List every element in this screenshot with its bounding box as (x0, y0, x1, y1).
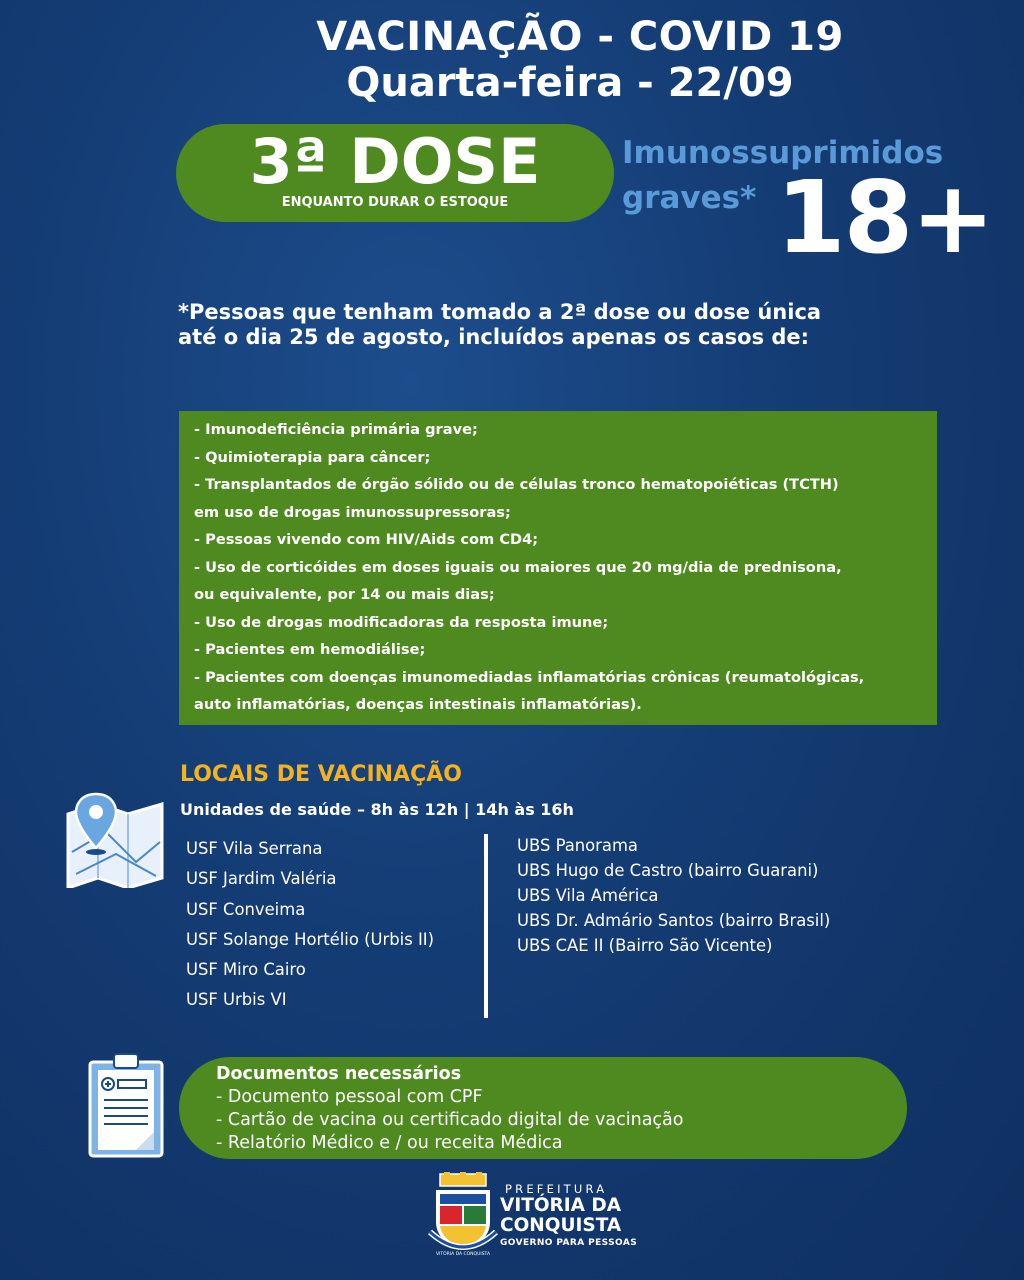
clipboard-icon (88, 1052, 164, 1158)
logo-prefeitura: PREFEITURA (505, 1182, 608, 1196)
title-line1: VACINAÇÃO - COVID 19 (316, 14, 844, 60)
logo-city-line1: VITÓRIA DA (500, 1195, 622, 1216)
criteria-item: - Transplantados de órgão sólido ou de células tronco hematopoiéticas (TCTH) (194, 476, 839, 493)
list-item: USF Miro Cairo (186, 960, 306, 980)
list-item: UBS Vila América (517, 886, 659, 905)
list-item: USF Urbis VI (186, 990, 287, 1010)
list-item: USF Jardim Valéria (186, 869, 337, 889)
eligibility-note (178, 300, 898, 350)
criteria-list (194, 416, 929, 719)
dose-label: 3ª DOSE (249, 125, 541, 198)
group-line2: graves* (622, 180, 757, 216)
list-item: USF Solange Hortélio (Urbis II) (186, 929, 435, 949)
list-item: USF Vila Serrana (186, 839, 323, 858)
criteria-item: em uso de drogas imunossupressoras; (194, 503, 511, 521)
note-line1: *Pessoas que tenham tomado a 2ª dose ou dose única (178, 300, 822, 324)
criteria-item: - Quimioterapia para câncer; (194, 448, 431, 466)
ubs-list (517, 833, 830, 958)
criteria-item: ou equivalente, por 14 ou mais dias; (194, 586, 495, 603)
list-item: UBS Hugo de Castro (bairro Guarani) (517, 861, 819, 880)
list-item: UBS CAE II (Bairro São Vicente) (517, 936, 773, 955)
usf-list (186, 834, 434, 1016)
criteria-item: - Pessoas vivendo com HIV/Aids com CD4; (194, 531, 539, 548)
logo-city-line2: CONQUISTA (500, 1215, 622, 1236)
list-item: - Relatório Médico e / ou receita Médica (216, 1133, 563, 1153)
seal-text: VITÓRIA DA CONQUISTA (435, 1252, 491, 1256)
criteria-item: - Imunodeficiência primária grave; (194, 421, 478, 438)
list-item: - Cartão de vacina ou certificado digital de vacinação (216, 1110, 684, 1130)
documents-title: Documentos necessários (216, 1064, 462, 1084)
list-item: UBS Dr. Admário Santos (bairro Brasil) (517, 911, 831, 930)
criteria-item: - Uso de drogas modificadoras da resposta imune; (194, 613, 609, 631)
criteria-item: auto inflamatórias, doenças intestinais inflamatórias). (194, 696, 642, 713)
dose-subtitle: ENQUANTO DURAR O ESTOQUE (281, 195, 509, 210)
logo-city-name (500, 1196, 621, 1236)
criteria-item: - Uso de corticóides em doses iguais ou maiores que 20 mg/dia de prednisona, (194, 558, 842, 576)
column-divider (484, 834, 488, 1018)
list-item: - Documento pessoal com CPF (216, 1087, 483, 1107)
criteria-item: - Pacientes em hemodiálise; (194, 641, 426, 658)
title-line2: Quarta-feira - 22/09 (346, 60, 794, 106)
age-badge: 18+ (776, 159, 993, 276)
group-line1: Imunossuprimidos (622, 135, 944, 171)
criteria-item: - Pacientes com doenças imunomediadas inflamatórias crônicas (reumatológicas, (194, 668, 865, 686)
documents-list (216, 1063, 683, 1155)
city-crest-logo (428, 1172, 498, 1256)
note-line2: até o dia 25 de agosto, incluídos apenas os casos de: (178, 325, 810, 349)
locations-hours: Unidades de saúde – 8h às 12h | 14h às 16h (180, 800, 574, 819)
list-item: UBS Panorama (517, 836, 638, 855)
logo-tagline: GOVERNO PARA PESSOAS (500, 1238, 638, 1248)
locations-title: LOCAIS DE VACINAÇÃO (180, 762, 462, 787)
map-pin-icon (66, 792, 164, 888)
list-item: USF Conveima (186, 899, 306, 919)
